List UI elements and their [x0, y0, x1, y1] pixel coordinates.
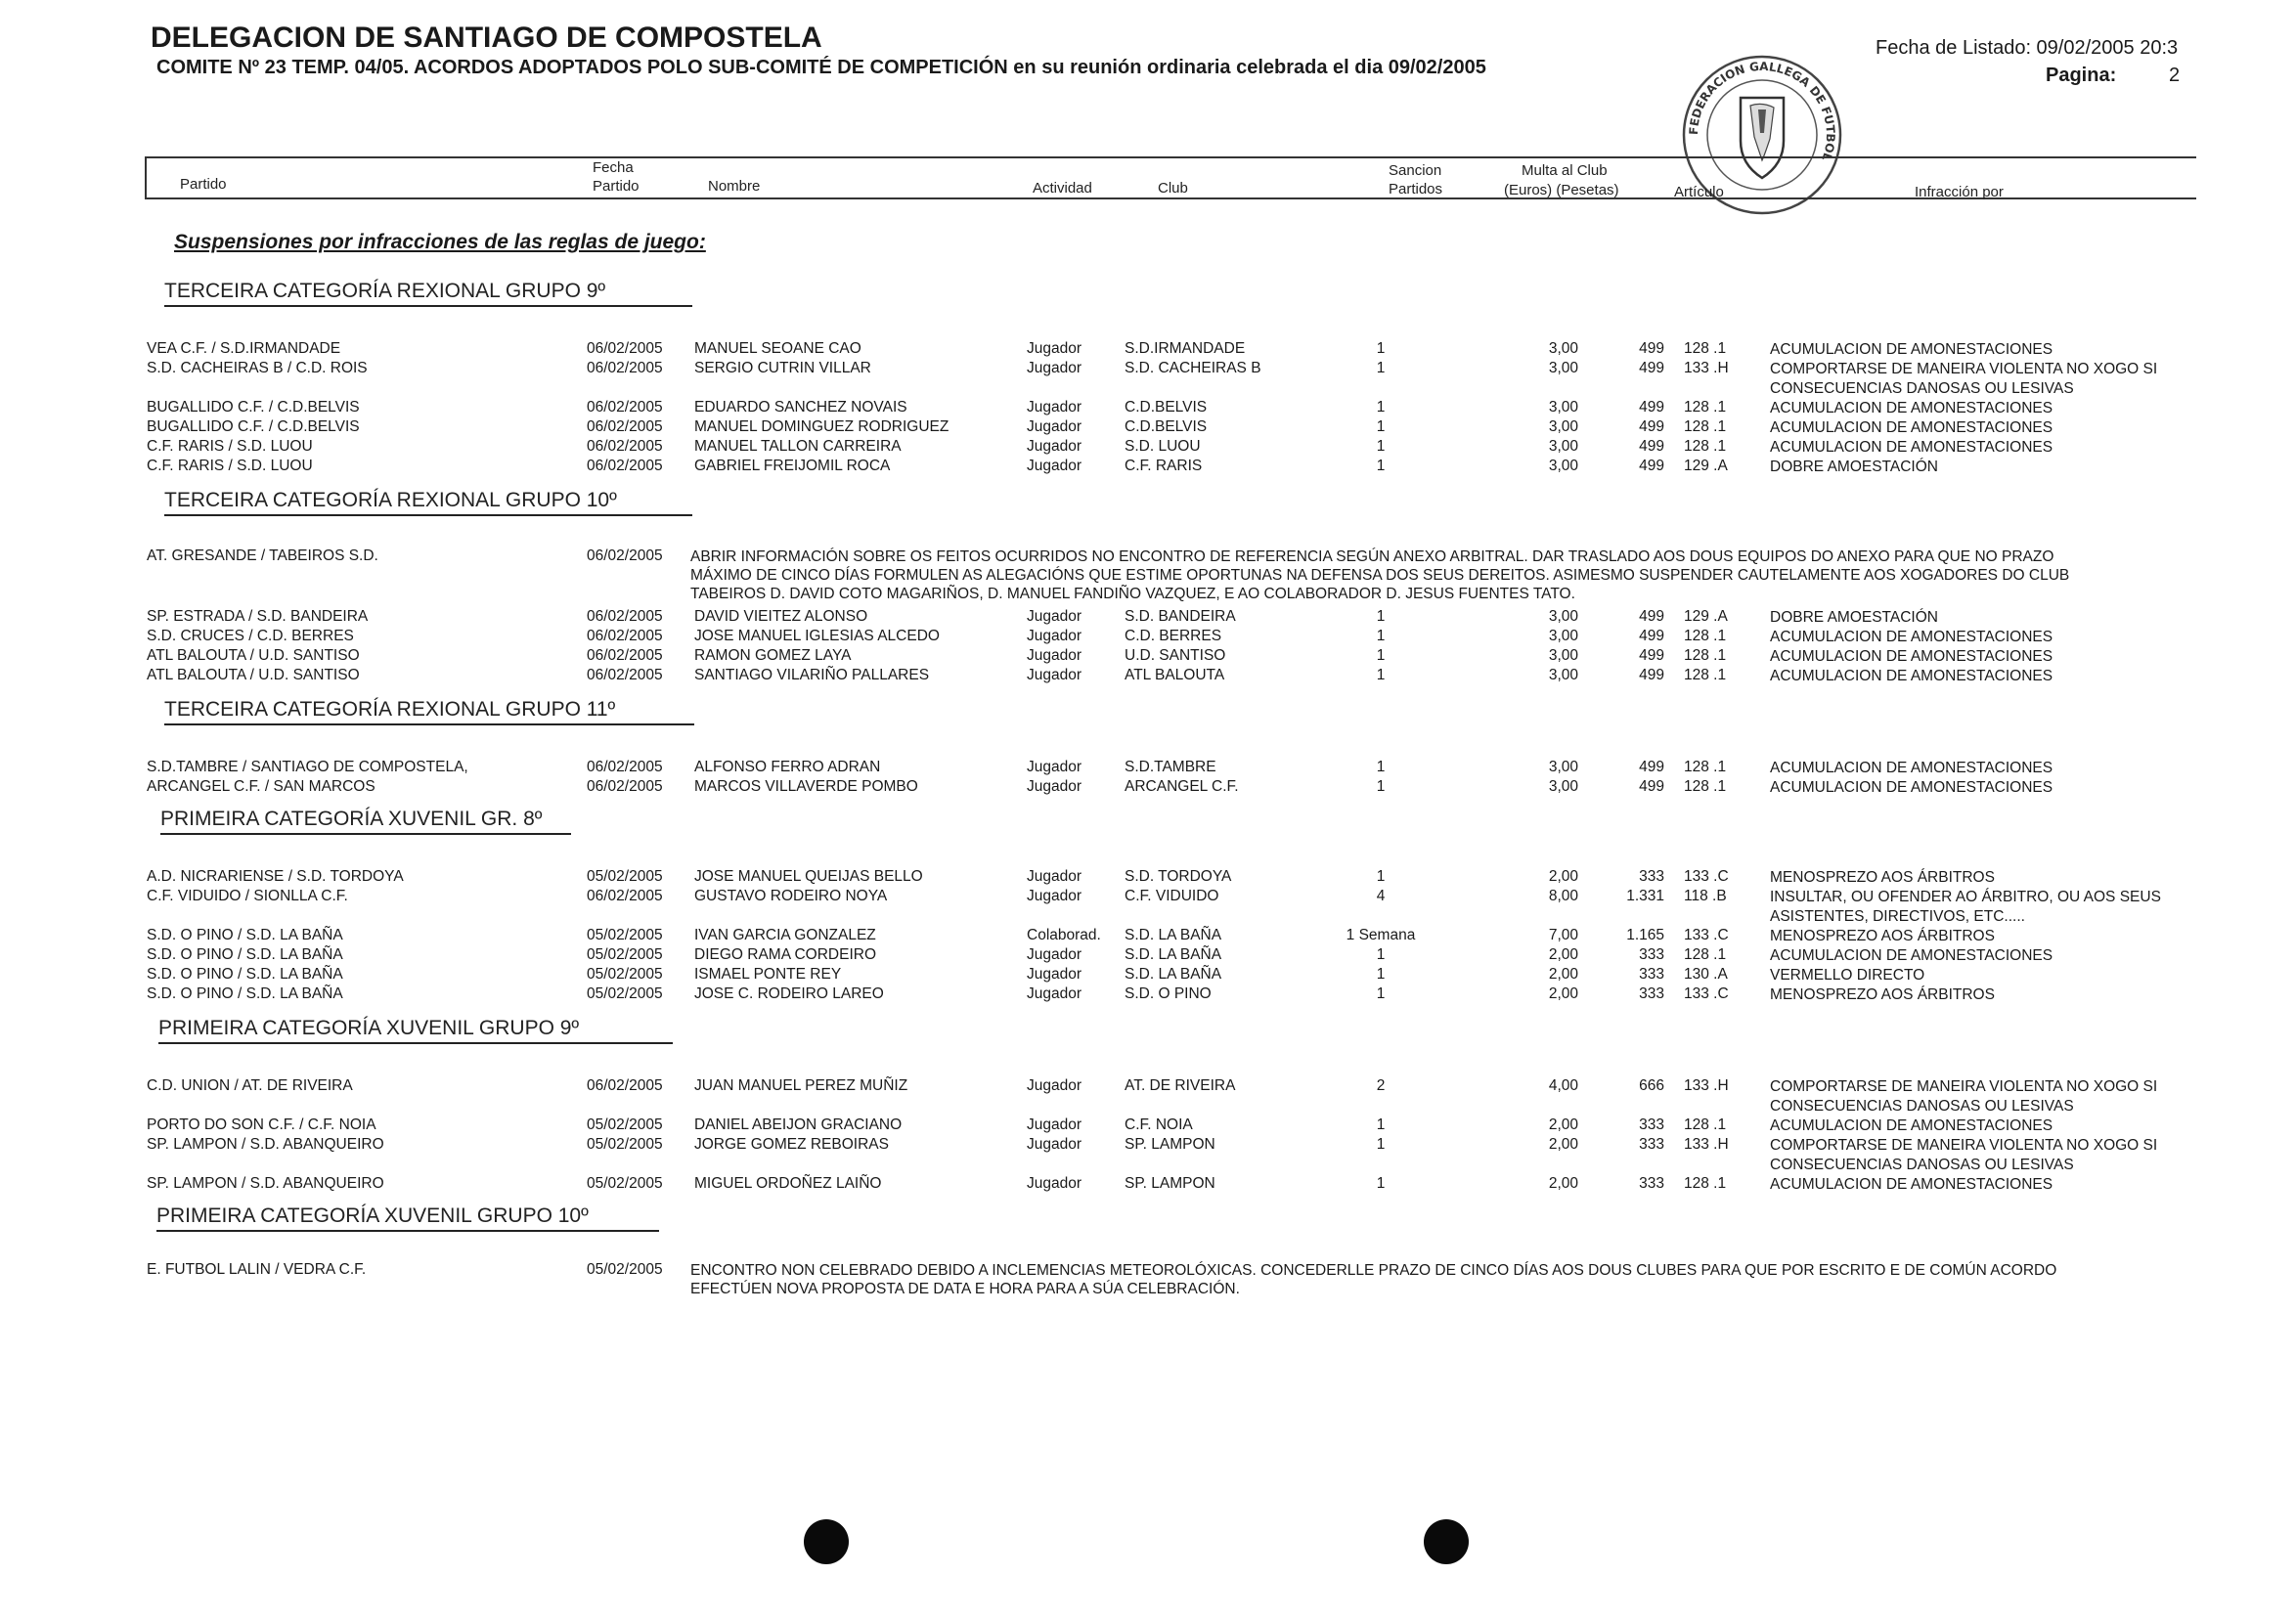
fecha-cell: 06/02/2005: [587, 628, 663, 644]
multa-euros-cell: 2,00: [1548, 946, 1578, 963]
sancion-cell: 1: [1376, 759, 1386, 775]
actividad-cell: Jugador: [1027, 360, 1082, 376]
partido-cell: VEA C.F. / S.D.IRMANDADE: [147, 340, 341, 357]
multa-pesetas-cell: 333: [1639, 985, 1664, 1002]
partido-cell: BUGALLIDO C.F. / C.D.BELVIS: [147, 399, 360, 416]
multa-euros-cell: 3,00: [1548, 778, 1578, 795]
fecha-cell: 06/02/2005: [587, 340, 663, 357]
infraccion-line: COMPORTARSE DE MANEIRA VIOLENTA NO XOGO SI: [1770, 1078, 2158, 1095]
multa-pesetas-cell: 499: [1639, 418, 1664, 435]
infraccion-cell: [1770, 608, 1938, 628]
actividad-cell: Jugador: [1027, 418, 1082, 435]
articulo-cell: 129 .A: [1684, 608, 1728, 625]
multa-pesetas-cell: 499: [1639, 340, 1664, 357]
multa-pesetas-cell: 1.165: [1626, 927, 1664, 943]
sancion-cell: 1 Semana: [1346, 927, 1416, 943]
infraccion-line: ACUMULACION DE AMONESTACIONES: [1770, 1176, 2053, 1193]
group-title: TERCEIRA CATEGORÍA REXIONAL GRUPO 10º: [164, 489, 692, 516]
infraccion-cell: [1770, 458, 1938, 477]
multa-euros-cell: 3,00: [1548, 759, 1578, 775]
multa-pesetas-cell: 499: [1639, 778, 1664, 795]
infraccion-cell: [1770, 778, 2053, 798]
infraccion-line: ASISTENTES, DIRECTIVOS, ETC.....: [1770, 908, 2025, 925]
col-nombre: Nombre: [708, 178, 761, 195]
partido-cell: C.F. RARIS / S.D. LUOU: [147, 458, 313, 474]
fecha-cell: 06/02/2005: [587, 608, 663, 625]
multa-euros-cell: 3,00: [1548, 418, 1578, 435]
infraccion-cell: [1770, 628, 2053, 647]
infraccion-cell: [1770, 418, 2053, 438]
group-title: PRIMEIRA CATEGORÍA XUVENIL GRUPO 9º: [158, 1017, 673, 1044]
fecha-cell: 05/02/2005: [587, 1116, 663, 1133]
col-sancion-2: Partidos: [1389, 181, 1443, 197]
infraccion-cell: [1770, 966, 1924, 985]
sancion-cell: 1: [1376, 985, 1386, 1002]
col-club: Club: [1158, 180, 1188, 197]
col-sancion-1: Sancion: [1389, 162, 1442, 179]
partido-cell: ATL BALOUTA / U.D. SANTISO: [147, 647, 360, 664]
col-multa-2: (Euros) (Pesetas): [1504, 182, 1619, 198]
multa-pesetas-cell: 499: [1639, 399, 1664, 416]
club-cell: S.D. CACHEIRAS B: [1125, 360, 1261, 376]
nombre-cell: DAVID VIEITEZ ALONSO: [694, 608, 868, 625]
fecha-cell: 05/02/2005: [587, 1261, 663, 1278]
multa-pesetas-cell: 499: [1639, 438, 1664, 455]
multa-euros-cell: 2,00: [1548, 1116, 1578, 1133]
infraccion-line: ACUMULACION DE AMONESTACIONES: [1770, 400, 2053, 416]
fecha-cell: 05/02/2005: [587, 946, 663, 963]
nombre-cell: SANTIAGO VILARIÑO PALLARES: [694, 667, 930, 683]
actividad-cell: Jugador: [1027, 778, 1082, 795]
infraccion-cell: [1770, 1175, 2053, 1195]
multa-euros-cell: 3,00: [1548, 667, 1578, 683]
actividad-cell: Jugador: [1027, 888, 1082, 904]
col-articulo: Artículo: [1674, 184, 1724, 200]
sancion-cell: 1: [1376, 868, 1386, 885]
actividad-cell: Jugador: [1027, 628, 1082, 644]
partido-cell: S.D. O PINO / S.D. LA BAÑA: [147, 927, 343, 943]
sancion-cell: 1: [1376, 667, 1386, 683]
articulo-cell: 130 .A: [1684, 966, 1728, 983]
partido-cell: ATL BALOUTA / U.D. SANTISO: [147, 667, 360, 683]
articulo-cell: 128 .1: [1684, 628, 1727, 644]
club-cell: AT. DE RIVEIRA: [1125, 1077, 1236, 1094]
infraccion-line: MENOSPREZO AOS ÁRBITROS: [1770, 986, 1995, 1003]
multa-pesetas-cell: 666: [1639, 1077, 1664, 1094]
note-text: [690, 547, 2069, 603]
nombre-cell: MANUEL TALLON CARREIRA: [694, 438, 902, 455]
partido-cell: SP. ESTRADA / S.D. BANDEIRA: [147, 608, 369, 625]
infraccion-line: ACUMULACION DE AMONESTACIONES: [1770, 779, 2053, 796]
fecha-cell: 06/02/2005: [587, 399, 663, 416]
articulo-cell: 133 .H: [1684, 360, 1729, 376]
sancion-cell: 1: [1376, 1116, 1386, 1133]
articulo-cell: 128 .1: [1684, 340, 1727, 357]
club-cell: S.D. TORDOYA: [1125, 868, 1232, 885]
infraccion-line: ACUMULACION DE AMONESTACIONES: [1770, 648, 2053, 665]
group-title: TERCEIRA CATEGORÍA REXIONAL GRUPO 9º: [164, 280, 692, 307]
infraccion-line: ACUMULACION DE AMONESTACIONES: [1770, 947, 2053, 964]
infraccion-cell: [1770, 340, 2053, 360]
actividad-cell: Jugador: [1027, 1116, 1082, 1133]
sancion-cell: 1: [1376, 340, 1386, 357]
multa-pesetas-cell: 333: [1639, 946, 1664, 963]
multa-euros-cell: 3,00: [1548, 608, 1578, 625]
document-subtitle: COMITE Nº 23 TEMP. 04/05. ACORDOS ADOPTADOS POLO SUB-COMITÉ DE COMPETICIÓN en su reunión ordinaria celebrada el dia 09/02/2005: [156, 57, 1486, 78]
club-cell: S.D.IRMANDADE: [1125, 340, 1246, 357]
infraccion-line: COMPORTARSE DE MANEIRA VIOLENTA NO XOGO SI: [1770, 361, 2158, 377]
articulo-cell: 128 .1: [1684, 1175, 1727, 1192]
actividad-cell: Jugador: [1027, 1077, 1082, 1094]
articulo-cell: 128 .1: [1684, 647, 1727, 664]
nombre-cell: DANIEL ABEIJON GRACIANO: [694, 1116, 903, 1133]
infraccion-line: INSULTAR, OU OFENDER AO ÁRBITRO, OU AOS SEUS: [1770, 889, 2161, 905]
actividad-cell: Jugador: [1027, 1175, 1082, 1192]
multa-euros-cell: 2,00: [1548, 966, 1578, 983]
nombre-cell: ISMAEL PONTE REY: [694, 966, 842, 983]
fecha-cell: 06/02/2005: [587, 438, 663, 455]
infraccion-line: ACUMULACION DE AMONESTACIONES: [1770, 668, 2053, 684]
fecha-cell: 05/02/2005: [587, 1136, 663, 1153]
partido-cell: C.F. RARIS / S.D. LUOU: [147, 438, 313, 455]
articulo-cell: 128 .1: [1684, 759, 1727, 775]
infraccion-cell: [1770, 868, 1995, 888]
articulo-cell: 128 .1: [1684, 667, 1727, 683]
club-cell: S.D. LA BAÑA: [1125, 966, 1222, 983]
fecha-cell: 06/02/2005: [587, 1077, 663, 1094]
sancion-cell: 1: [1376, 360, 1386, 376]
club-cell: ARCANGEL C.F.: [1125, 778, 1239, 795]
infraccion-line: COMPORTARSE DE MANEIRA VIOLENTA NO XOGO SI: [1770, 1137, 2158, 1154]
multa-euros-cell: 2,00: [1548, 985, 1578, 1002]
multa-pesetas-cell: 499: [1639, 647, 1664, 664]
infraccion-cell: [1770, 360, 2157, 399]
nombre-cell: DIEGO RAMA CORDEIRO: [694, 946, 877, 963]
nombre-cell: RAMON GOMEZ LAYA: [694, 647, 852, 664]
nombre-cell: MANUEL DOMINGUEZ RODRIGUEZ: [694, 418, 949, 435]
nombre-cell: MIGUEL ORDOÑEZ LAIÑO: [694, 1175, 882, 1192]
club-cell: C.F. NOIA: [1125, 1116, 1193, 1133]
fecha-cell: 06/02/2005: [587, 778, 663, 795]
club-cell: C.D. BERRES: [1125, 628, 1222, 644]
fecha-cell: 06/02/2005: [587, 888, 663, 904]
articulo-cell: 118 .B: [1684, 888, 1727, 904]
infraccion-cell: [1770, 1077, 2157, 1116]
partido-cell: S.D. O PINO / S.D. LA BAÑA: [147, 946, 343, 963]
nombre-cell: GUSTAVO RODEIRO NOYA: [694, 888, 888, 904]
articulo-cell: 128 .1: [1684, 1116, 1727, 1133]
page-label: Pagina:: [2046, 65, 2117, 86]
infraccion-line: VERMELLO DIRECTO: [1770, 967, 1925, 984]
nombre-cell: JOSE MANUEL QUEIJAS BELLO: [694, 868, 923, 885]
sancion-cell: 1: [1376, 399, 1386, 416]
fecha-cell: 06/02/2005: [587, 759, 663, 775]
infraccion-line: ACUMULACION DE AMONESTACIONES: [1770, 629, 2053, 645]
fecha-cell: 06/02/2005: [587, 360, 663, 376]
nombre-cell: JOSE MANUEL IGLESIAS ALCEDO: [694, 628, 940, 644]
col-multa-1: Multa al Club: [1522, 162, 1608, 179]
partido-cell: S.D. CRUCES / C.D. BERRES: [147, 628, 354, 644]
actividad-cell: Jugador: [1027, 438, 1082, 455]
articulo-cell: 128 .1: [1684, 399, 1727, 416]
multa-pesetas-cell: 499: [1639, 667, 1664, 683]
multa-euros-cell: 3,00: [1548, 340, 1578, 357]
multa-pesetas-cell: 333: [1639, 868, 1664, 885]
document-title: DELEGACION DE SANTIAGO DE COMPOSTELA: [151, 22, 822, 54]
actividad-cell: Jugador: [1027, 458, 1082, 474]
col-fecha-2: Partido: [593, 178, 640, 195]
articulo-cell: 133 .H: [1684, 1077, 1729, 1094]
multa-euros-cell: 3,00: [1548, 438, 1578, 455]
page-number: 2: [2169, 65, 2181, 86]
multa-euros-cell: 3,00: [1548, 628, 1578, 644]
multa-euros-cell: 4,00: [1548, 1077, 1578, 1094]
articulo-cell: 133 .C: [1684, 927, 1729, 943]
nombre-cell: SERGIO CUTRIN VILLAR: [694, 360, 871, 376]
multa-euros-cell: 3,00: [1548, 647, 1578, 664]
infraccion-line: CONSECUENCIAS DANOSAS OU LESIVAS: [1770, 1098, 2074, 1115]
multa-euros-cell: 2,00: [1548, 1175, 1578, 1192]
infraccion-cell: [1770, 399, 2053, 418]
actividad-cell: Jugador: [1027, 1136, 1082, 1153]
infraccion-cell: [1770, 985, 1995, 1005]
multa-pesetas-cell: 499: [1639, 628, 1664, 644]
note-line: ABRIR INFORMACIÓN SOBRE OS FEITOS OCURRIDOS NO ENCONTRO DE REFERENCIA SEGÚN ANEXO ARBITRAL. DAR TRASLADO AOS DOUS EQUIPOS DO ANEXO PARA QUE NO PRAZO: [690, 548, 2054, 565]
partido-cell: A.D. NICRARIENSE / S.D. TORDOYA: [147, 868, 404, 885]
actividad-cell: Jugador: [1027, 985, 1082, 1002]
articulo-cell: 129 .A: [1684, 458, 1728, 474]
sancion-cell: 1: [1376, 946, 1386, 963]
multa-euros-cell: 2,00: [1548, 868, 1578, 885]
nombre-cell: JORGE GOMEZ REBOIRAS: [694, 1136, 889, 1153]
infraccion-line: MENOSPREZO AOS ÁRBITROS: [1770, 869, 1995, 886]
fecha-cell: 06/02/2005: [587, 667, 663, 683]
multa-euros-cell: 3,00: [1548, 399, 1578, 416]
partido-cell: E. FUTBOL LALIN / VEDRA C.F.: [147, 1261, 367, 1278]
note-line: MÁXIMO DE CINCO DÍAS FORMULEN AS ALEGACIÓNS QUE ESTIME OPORTUNAS NA DEFENSA DOS SEUS DEREITOS. ASIMESMO SUSPENDER CAUTELAMENTE AOS XOGADORES DO CLUB: [690, 567, 2070, 584]
group-title: PRIMEIRA CATEGORÍA XUVENIL GRUPO 10º: [156, 1204, 659, 1232]
actividad-cell: Jugador: [1027, 868, 1082, 885]
section-heading: Suspensiones por infracciones de las reglas de juego:: [174, 231, 706, 253]
actividad-cell: Jugador: [1027, 647, 1082, 664]
punch-hole: [1424, 1519, 1469, 1564]
partido-cell: ARCANGEL C.F. / SAN MARCOS: [147, 778, 375, 795]
infraccion-cell: [1770, 667, 2053, 686]
infraccion-cell: [1770, 927, 1995, 946]
sancion-cell: 1: [1376, 1136, 1386, 1153]
infraccion-line: CONSECUENCIAS DANOSAS OU LESIVAS: [1770, 1157, 2074, 1173]
sancion-cell: 1: [1376, 647, 1386, 664]
club-cell: SP. LAMPON: [1125, 1136, 1215, 1153]
club-cell: S.D. LUOU: [1125, 438, 1201, 455]
infraccion-line: CONSECUENCIAS DANOSAS OU LESIVAS: [1770, 380, 2074, 397]
club-cell: C.F. RARIS: [1125, 458, 1203, 474]
partido-cell: S.D. O PINO / S.D. LA BAÑA: [147, 966, 343, 983]
nombre-cell: ALFONSO FERRO ADRAN: [694, 759, 881, 775]
partido-cell: PORTO DO SON C.F. / C.F. NOIA: [147, 1116, 376, 1133]
articulo-cell: 133 .H: [1684, 1136, 1729, 1153]
partido-cell: SP. LAMPON / S.D. ABANQUEIRO: [147, 1136, 384, 1153]
fecha-cell: 05/02/2005: [587, 868, 663, 885]
group-title: PRIMEIRA CATEGORÍA XUVENIL GR. 8º: [160, 808, 571, 835]
fecha-cell: 05/02/2005: [587, 966, 663, 983]
partido-cell: S.D.TAMBRE / SANTIAGO DE COMPOSTELA,: [147, 759, 468, 775]
nombre-cell: MANUEL SEOANE CAO: [694, 340, 861, 357]
club-cell: C.F. VIDUIDO: [1125, 888, 1219, 904]
actividad-cell: Jugador: [1027, 667, 1082, 683]
multa-pesetas-cell: 499: [1639, 608, 1664, 625]
articulo-cell: 128 .1: [1684, 418, 1727, 435]
infraccion-line: MENOSPREZO AOS ÁRBITROS: [1770, 928, 1995, 944]
infraccion-cell: [1770, 438, 2053, 458]
multa-pesetas-cell: 1.331: [1626, 888, 1664, 904]
svg-text:FEDERACION GALLEGA DE FUTBOL: FEDERACION GALLEGA DE FUTBOL: [1686, 59, 1838, 163]
actividad-cell: Jugador: [1027, 966, 1082, 983]
multa-pesetas-cell: 333: [1639, 1136, 1664, 1153]
infraccion-cell: [1770, 946, 2053, 966]
fecha-cell: 05/02/2005: [587, 1175, 663, 1192]
articulo-cell: 128 .1: [1684, 778, 1727, 795]
infraccion-line: DOBRE AMOESTACIÓN: [1770, 609, 1938, 626]
infraccion-line: ACUMULACION DE AMONESTACIONES: [1770, 1117, 2053, 1134]
actividad-cell: Jugador: [1027, 340, 1082, 357]
partido-cell: BUGALLIDO C.F. / C.D.BELVIS: [147, 418, 360, 435]
multa-euros-cell: 3,00: [1548, 458, 1578, 474]
actividad-cell: Colaborad.: [1027, 927, 1101, 943]
actividad-cell: Jugador: [1027, 759, 1082, 775]
multa-pesetas-cell: 333: [1639, 966, 1664, 983]
partido-cell: SP. LAMPON / S.D. ABANQUEIRO: [147, 1175, 384, 1192]
nombre-cell: IVAN GARCIA GONZALEZ: [694, 927, 876, 943]
partido-cell: S.D. CACHEIRAS B / C.D. ROIS: [147, 360, 368, 376]
infraccion-line: ACUMULACION DE AMONESTACIONES: [1770, 419, 2053, 436]
multa-pesetas-cell: 499: [1639, 360, 1664, 376]
sancion-cell: 1: [1376, 778, 1386, 795]
note-line: TABEIROS D. DAVID COTO MAGARIÑOS, D. MANUEL FANDIÑO VAZQUEZ, E AO COLABORADOR D. JESUS FUENTES TATO.: [690, 586, 1575, 602]
sancion-cell: 2: [1376, 1077, 1386, 1094]
club-cell: S.D. LA BAÑA: [1125, 927, 1222, 943]
actividad-cell: Jugador: [1027, 608, 1082, 625]
infraccion-line: ACUMULACION DE AMONESTACIONES: [1770, 439, 2053, 456]
partido-cell: S.D. O PINO / S.D. LA BAÑA: [147, 985, 343, 1002]
multa-pesetas-cell: 333: [1639, 1116, 1664, 1133]
nombre-cell: JOSE C. RODEIRO LAREO: [694, 985, 884, 1002]
club-cell: S.D. O PINO: [1125, 985, 1212, 1002]
nombre-cell: JUAN MANUEL PEREZ MUÑIZ: [694, 1077, 908, 1094]
partido-cell: AT. GRESANDE / TABEIROS S.D.: [147, 547, 378, 564]
articulo-cell: 128 .1: [1684, 438, 1727, 455]
partido-cell: C.D. UNION / AT. DE RIVEIRA: [147, 1077, 353, 1094]
sancion-cell: 1: [1376, 438, 1386, 455]
sancion-cell: 4: [1376, 888, 1386, 904]
partido-cell: C.F. VIDUIDO / SIONLLA C.F.: [147, 888, 348, 904]
nombre-cell: GABRIEL FREIJOMIL ROCA: [694, 458, 891, 474]
club-cell: SP. LAMPON: [1125, 1175, 1215, 1192]
articulo-cell: 133 .C: [1684, 985, 1729, 1002]
col-infraccion: Infracción por: [1915, 184, 2004, 200]
club-cell: C.D.BELVIS: [1125, 418, 1208, 435]
note-line: ENCONTRO NON CELEBRADO DEBIDO A INCLEMENCIAS METEOROLÓXICAS. CONCEDERLLE PRAZO DE CINCO DÍAS AOS DOUS CLUBES PARA QUE POR ESCRITO E DE COMÚN ACORDO: [690, 1262, 2057, 1279]
col-actividad: Actividad: [1033, 180, 1092, 197]
multa-euros-cell: 7,00: [1548, 927, 1578, 943]
infraccion-cell: [1770, 647, 2053, 667]
multa-euros-cell: 3,00: [1548, 360, 1578, 376]
club-cell: S.D. LA BAÑA: [1125, 946, 1222, 963]
infraccion-line: ACUMULACION DE AMONESTACIONES: [1770, 760, 2053, 776]
club-cell: ATL BALOUTA: [1125, 667, 1225, 683]
club-cell: U.D. SANTISO: [1125, 647, 1226, 664]
note-text: [690, 1261, 2056, 1298]
note-line: EFECTÚEN NOVA PROPOSTA DE DATA E HORA PARA A SÚA CELEBRACIÓN.: [690, 1281, 1240, 1297]
punch-hole: [804, 1519, 849, 1564]
sancion-cell: 1: [1376, 608, 1386, 625]
nombre-cell: EDUARDO SANCHEZ NOVAIS: [694, 399, 907, 416]
group-title: TERCEIRA CATEGORÍA REXIONAL GRUPO 11º: [164, 698, 694, 725]
infraccion-cell: [1770, 1116, 2053, 1136]
fecha-cell: 06/02/2005: [587, 418, 663, 435]
col-partido: Partido: [180, 176, 227, 193]
multa-pesetas-cell: 333: [1639, 1175, 1664, 1192]
infraccion-line: DOBRE AMOESTACIÓN: [1770, 459, 1938, 475]
club-cell: C.D.BELVIS: [1125, 399, 1208, 416]
sancion-cell: 1: [1376, 1175, 1386, 1192]
actividad-cell: Jugador: [1027, 399, 1082, 416]
infraccion-cell: [1770, 759, 2053, 778]
fecha-cell: 05/02/2005: [587, 927, 663, 943]
nombre-cell: MARCOS VILLAVERDE POMBO: [694, 778, 918, 795]
club-cell: S.D.TAMBRE: [1125, 759, 1216, 775]
club-cell: S.D. BANDEIRA: [1125, 608, 1236, 625]
fecha-cell: 06/02/2005: [587, 647, 663, 664]
sancion-cell: 1: [1376, 628, 1386, 644]
fecha-cell: 05/02/2005: [587, 985, 663, 1002]
col-fecha-1: Fecha: [593, 159, 634, 176]
fecha-cell: 06/02/2005: [587, 547, 663, 564]
multa-pesetas-cell: 499: [1639, 759, 1664, 775]
actividad-cell: Jugador: [1027, 946, 1082, 963]
infraccion-cell: [1770, 888, 2161, 927]
listing-date: Fecha de Listado: 09/02/2005 20:3: [1876, 37, 2179, 59]
sancion-cell: 1: [1376, 418, 1386, 435]
articulo-cell: 133 .C: [1684, 868, 1729, 885]
sancion-cell: 1: [1376, 966, 1386, 983]
multa-euros-cell: 2,00: [1548, 1136, 1578, 1153]
sancion-cell: 1: [1376, 458, 1386, 474]
multa-pesetas-cell: 499: [1639, 458, 1664, 474]
infraccion-cell: [1770, 1136, 2157, 1175]
fecha-cell: 06/02/2005: [587, 458, 663, 474]
infraccion-line: ACUMULACION DE AMONESTACIONES: [1770, 341, 2053, 358]
articulo-cell: 128 .1: [1684, 946, 1727, 963]
multa-euros-cell: 8,00: [1548, 888, 1578, 904]
